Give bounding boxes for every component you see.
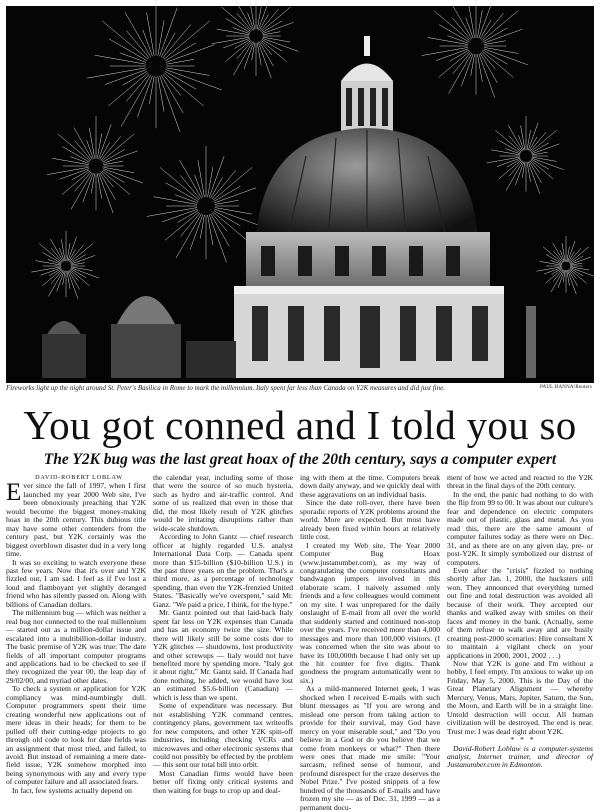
paragraph: I created my Web site, The Year 2000 Computer Bug Hoax (www.justanumber.com), as my way of congratulating the computer consultants and bandwagon jumpers involved in this elaborate scam. I naively assumed only friends and a few colleagues would comment on my site. I was unprepared for the daily onslaught of E-mail from all over the world that suddenly started and continued non-stop over the years. I've received more than 4,000 messages and more than 100,000 visitors. (I was concerned when the site was about to have its 100,000th because I had only set up the hit counter for five digits. Thank goodness the program automatically went to six.) (300, 540, 440, 685)
byline: DAVID-ROBERT LOBLAW (35, 474, 123, 481)
drop-cap: E (6, 479, 22, 507)
paragraph: According to John Gantz — chief research officer at highly regarded U.S. analyst International Data Corp. — Canada spent more than $15-billion ($10-billion U.S.) in the past three years on the problem. That's a third more, as a percentage of technology spending, than even the Y2K-frenzied United States. "Basically we've overspent," said Mr. Ganz. "We paid a price, I think, for the hype." (153, 532, 293, 609)
column-4 (447, 474, 593, 792)
article-body (6, 473, 596, 812)
paragraph: ment of how we acted and reacted to the Y2K threat in the final days of the 20th century. (447, 473, 593, 491)
paragraph: Since the date roll-over, there have been sporadic reports of Y2K problems around the world. More are expected. But most have already been fixed within hours at relatively little cost. (300, 498, 440, 542)
author-bio: David-Robert Loblaw is a computer-systems analyst, Internet trainer, and director of Justanumber.com in Edmonton. (447, 743, 593, 770)
paragraph: The millennium bug — which was neither a real bug nor connected to the real millennium — started out as a million-dollar issue and escalated into a multibillion-dollar industry. The basic premise of Y2K was true: The date fields of all important computer programs and applications had to be checked to see if they recognized the year 00, the leap day of 29/02/00, and myriad other dates. (6, 608, 146, 685)
paragraph: Some of expenditure was necessary. But not establishing Y2K command centres, contingency plans, government tax writeoffs for new computers, and other Y2K spin-off industries, including checking VCRs and microwaves and other electronic systems that could not possibly be effected by the problem — this sent our total bill into orbit. (153, 701, 293, 770)
paragraph: Ever since the fall of 1997, when I first launched my year 2000 Web site, I've been obnoxiously preaching that Y2K would become the biggest money-making hoax in the 20th century. This dubious title may have some other contenders from the century past, but Y2K certainly was the biggest overblown disaster dud in a very long time. (6, 479, 146, 559)
subheadline: The Y2K bug was the last great hoax of the 20th century, says a computer expert (43, 451, 557, 468)
paragraph: Mr. Gantz pointed out that laid-back Italy spent far less on Y2K expenses than Canada and has an economy twice the size. While there will likely still be some costs due to Y2K glitches — shutdowns, lost productivity and other screwups — Italy would not have benefited more by spending more. "Italy got it about right," Mr. Gantz said. If Canada had done nothing, he added, we would have lost an estimated $5.6-billion (Canadian) — which is less than we spent. (153, 608, 293, 702)
paragraph: In the end, the panic had nothing to do with the flip from 99 to 00. It was about our culture's fear and dependence on electric computers made out of plastic, glass and metal. As you read this, there are the same amount of computer failures today as there were on Dec. 31, and as there are on any given day, pre- or post-Y2K. It simply symbolized our distrust of computers. (447, 489, 593, 567)
photo-credit: PAUL HANNA/Reuters (540, 385, 592, 390)
paragraph: Most Canadian firms would have been better off fixing only critical systems and then waiting for bugs to crop up and deal- (153, 768, 293, 795)
paragraph: It was so exciting to watch everyone these past few years. Now that it's over and Y2K fizzled out, I am sad. I feel as if I've lost a loud and flamboyant yet slightly deranged friend who has silently passed on. Along with billions of Canadian dollars. (6, 557, 146, 609)
paragraph: ing with them at the time. Computers break down daily anyway, and we quickly deal with these aggravations on an individual basis. (300, 473, 440, 499)
column-1 (6, 474, 146, 795)
paragraph: Even after the "crisis" fizzled to nothing shortly after Jan. 1, 2000, the hucksters still won. They announced that everything turned out fine and total destruction was avoided all because of their work. They accepted our thanks and walked away with smiles on their faces and money in the bank. (Actually, some of them refuse to walk away and are busily creating post-2000 scenarios: Hire consultant X to maintain a vigilant check on your applications in 2000, 2001, 2002 . . .) (447, 565, 593, 660)
caption-text: Fireworks light up the night around St. Peter's Basilica in Rome to mark the millennium. Italy spent far less than Canada on Y2K measures and did just fine. (6, 384, 445, 392)
paragraph: To check a system or application for Y2K compliancy was mind-numbingly dull. Computer programmers spent their time creating wonderful new applications out of mere ideas in their heads; for them to be pulled off their cutting-edge projects to go through old code to look for date fields was an assignment that most tried, and failed, to avoid. But instead of remaining a mere date-field issue, Y2K somehow morphed into being synonymous with any and every type of computer failure and all associated fears. (6, 684, 146, 787)
paragraph: Now that Y2K is gone and I'm without a hobby, I feel empty. I'm anxious to wake up on Friday, May 5, 2000. This is the Day of the Great Planetary Alignment — whereby Mercury, Venus, Mars, Jupiter, Saturn, the Sun, the Moon, and Earth will be in a straight line. Untold destruction will occur. All human civilization will be destroyed. The end is near. Trust me: I was dead right about Y2K. (447, 658, 593, 736)
column-2 (153, 473, 293, 795)
headline: You got conned and I told you so (23, 402, 577, 448)
section-stars: * * * (510, 735, 536, 745)
photo-caption (6, 384, 594, 395)
column-3 (300, 473, 440, 812)
fireworks-photo (6, 6, 594, 383)
paragraph: In fact, few systems actually depend on (12, 785, 132, 795)
paragraph: As a mild-mannered Internet geek, I was shocked when I received E-mails with such blunt messages as "If you are wrong and mislead one person from taking action to provide for their survival, may God have mercy on your miserable soul," and "Do you believe in a God or do you believe that we come from monkeys or what?" Then there were ones that made me smile: "Your sarcasm, refined sense of humour, and profound disrespect for the craze deserves the Nobel Prize." I've posted snippets of a few hundred of the thousands of E-mails and have frozen my site — as of Dec. 31, 1999 — as a permanent docu- (300, 684, 440, 812)
paragraph: the calendar year, including some of those that were the source of so much hysteria, such as hydro and air-traffic control. And some of us realized that even in those that did, the most likely result of Y2K glitches would be irritating disruptions rather than wide-scale shutdown. (153, 473, 293, 533)
